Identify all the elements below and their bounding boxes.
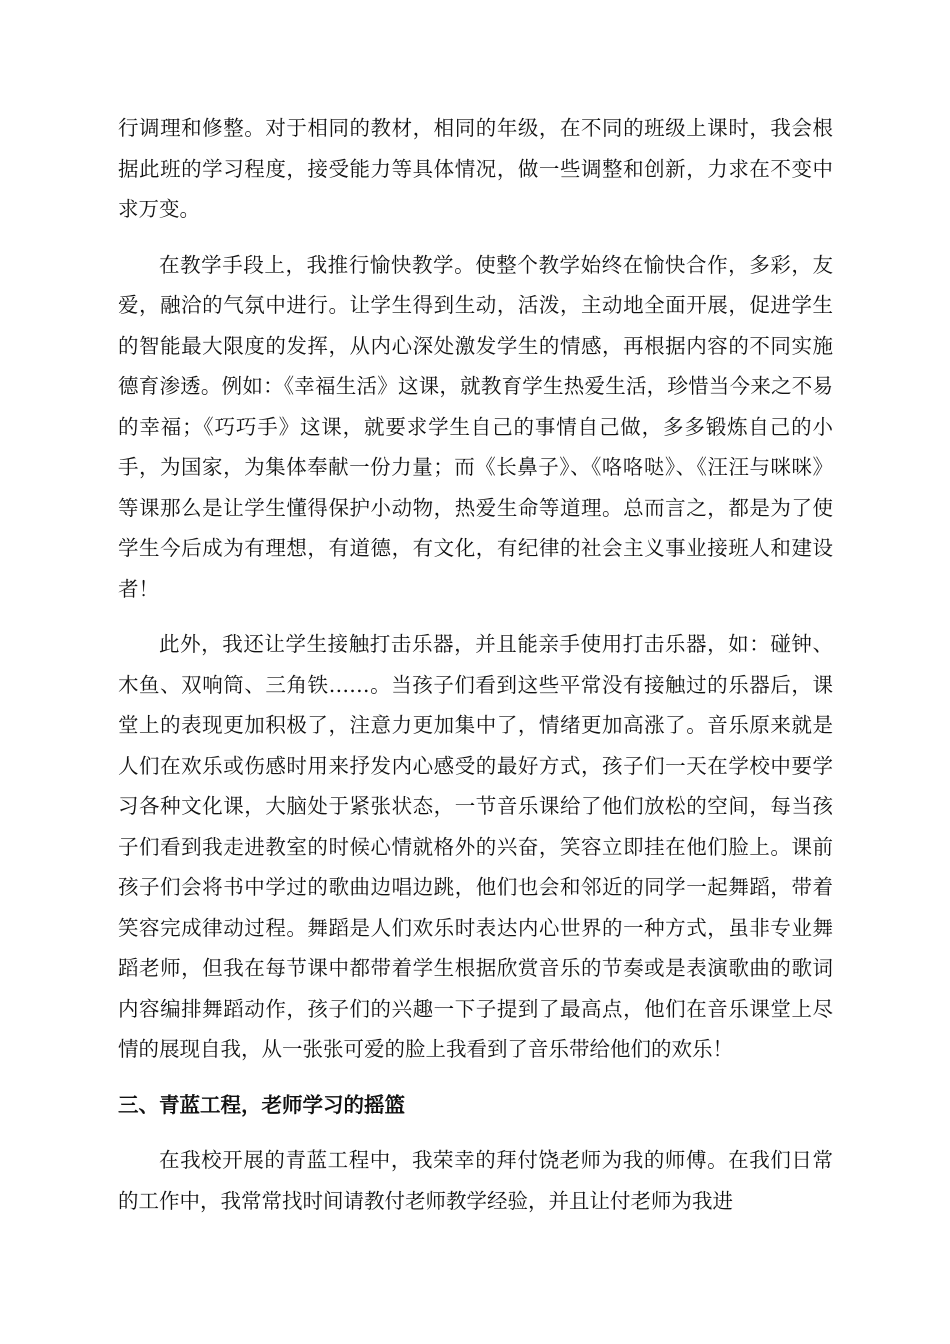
paragraph-teaching-methods: 在教学手段上，我推行愉快教学。使整个教学始终在愉快合作，多彩，友爱，融洽的气氛中进行。让学生得到生动，活泼，主动地全面开展，促进学生的智能最大限度的发挥，从内心深处激发学生的情感，再根据内容的不同实施德育渗透。例如：《幸福生活》这课，就教育学生热爱生活，珍惜当今来之不易的幸福；《巧巧手》这课，就要求学生自己的事情自己做，多多锻炼自己的小手，为国家，为集体奉献一份力量；而《长鼻子》、《咯咯哒》、《汪汪与咪咪》等课那么是让学生懂得保护小动物，热爱生命等道理。总而言之，都是为了使学生今后成为有理想，有道德，有文化，有纪律的社会主义事业接班人和建设者！ (118, 252, 833, 601)
paragraph-gap (118, 609, 833, 624)
document-page (118, 108, 833, 1221)
paragraph-gap (118, 1070, 833, 1085)
paragraph-gap (118, 1125, 833, 1140)
paragraph-mentorship: 在我校开展的青蓝工程中，我荣幸的拜付饶老师为我的师傅。在我们日常的工作中，我常常找时间请教付老师教学经验，并且让付老师为我进 (118, 1148, 833, 1213)
paragraph-gap (118, 230, 833, 245)
section-heading: 三、青蓝工程，老师学习的摇篮 (118, 1092, 405, 1117)
paragraph-percussion: 此外，我还让学生接触打击乐器，并且能亲手使用打击乐器，如：碰钟、木鱼、双响筒、三角铁……。当孩子们看到这些平常没有接触过的乐器后，课堂上的表现更加积极了，注意力更加集中了，情绪更加高涨了。音乐原来就是人们在欢乐或伤感时用来抒发内心感受的最好方式，孩子们一天在学校中要学习各种文化课，大脑处于紧张状态，一节音乐课给了他们放松的空间，每当孩子们看到我走进教室的时候心情就格外的兴奋，笑容立即挂在他们脸上。课前孩子们会将书中学过的歌曲边唱边跳，他们也会和邻近的同学一起舞蹈，带着笑容完成律动过程。舞蹈是人们欢乐时表达内心世界的一种方式，虽非专业舞蹈老师，但我在每节课中都带着学生根据欣赏音乐的节奏或是表演歌曲的歌词内容编排舞蹈动作，孩子们的兴趣一下子提到了最高点，他们在音乐课堂上尽情的展现自我，从一张张可爱的脸上我看到了音乐带给他们的欢乐！ (118, 632, 833, 1061)
paragraph-continuation: 行调理和修整。对于相同的教材，相同的年级，在不同的班级上课时，我会根据此班的学习程度，接受能力等具体情况，做一些调整和创新，力求在不变中求万变。 (118, 116, 833, 221)
